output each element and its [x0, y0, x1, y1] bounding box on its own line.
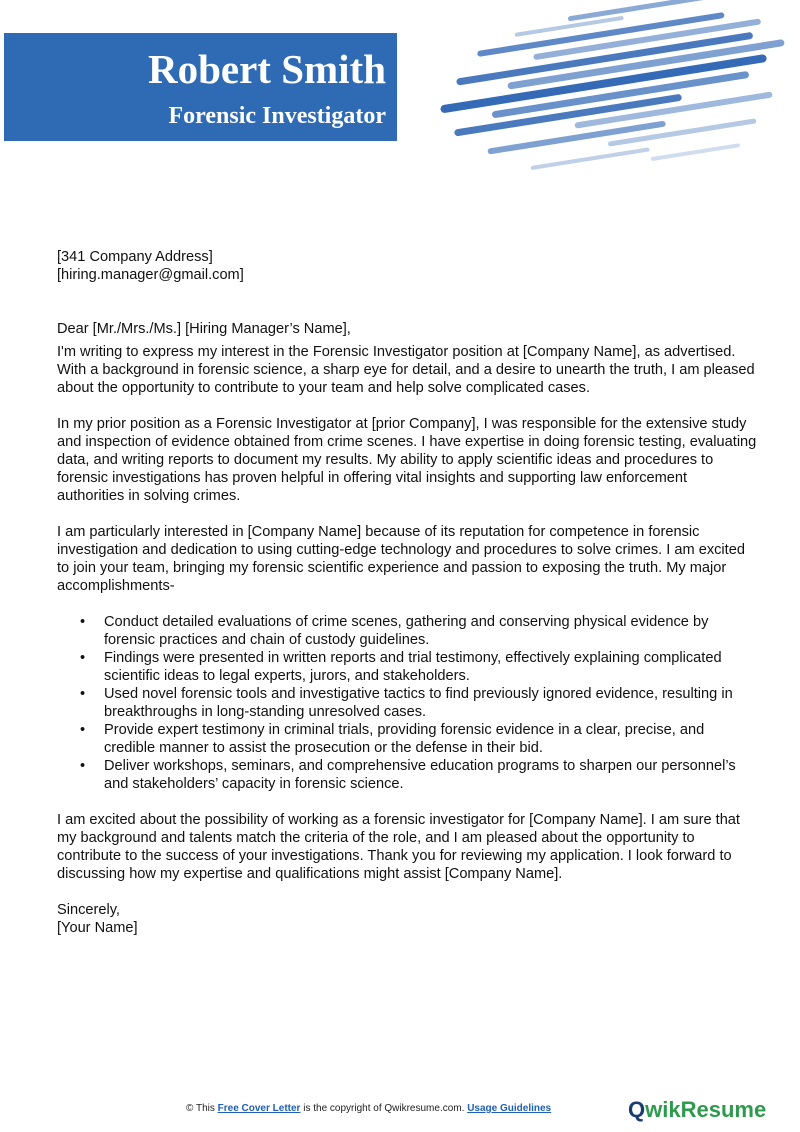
letter-body	[57, 248, 757, 937]
free-cover-letter-link[interactable]: Free Cover Letter	[217, 1103, 301, 1114]
list-item	[57, 721, 757, 757]
list-item-text: Provide expert testimony in criminal trials, providing forensic evidence in a clear, precise, and credible manner to assist the prosecution or the defense in their bid.	[104, 722, 705, 756]
salutation: Dear [Mr./Mrs./Ms.] [Hiring Manager’s Name],	[57, 321, 351, 337]
bullet-icon: •	[80, 722, 86, 738]
sign-off-block	[57, 901, 757, 937]
copyright-notice	[186, 1103, 551, 1115]
signature: [Your Name]	[57, 920, 138, 936]
copyright-middle: is the copyright of Qwikresume.com.	[300, 1103, 468, 1114]
intro-paragraph: I'm writing to express my interest in the Forensic Investigator position at [Company Name], as advertised. With a background in forensic science, a sharp eye for detail, and a desire to unearth the truth, I am pleased about the opportunity to contribute to your team and help solve complicated cases.	[57, 344, 755, 396]
list-item	[57, 685, 757, 721]
bullet-icon: •	[80, 650, 86, 666]
bullet-icon: •	[80, 614, 86, 630]
logo-q: Q	[628, 1097, 646, 1122]
accomplishments-list	[57, 613, 757, 793]
email-line: [hiring.manager@gmail.com]	[57, 267, 244, 283]
usage-guidelines-link[interactable]: Usage Guidelines	[467, 1103, 552, 1114]
recipient-address	[57, 248, 757, 284]
job-title: Forensic Investigator	[168, 103, 386, 129]
list-item-text: Deliver workshops, seminars, and comprehensive education programs to sharpen our personnel’s and stakeholders’ capacity in forensic science.	[104, 758, 736, 792]
list-item	[57, 613, 757, 649]
experience-paragraph: In my prior position as a Forensic Investigator at [prior Company], I was responsible for the extensive study and inspection of evidence obtained from crime scenes. I have expertise in doing forensic testing, evaluating data, and writing reports to document my results. My ability to apply scientific ideas and procedures to forensic investigations has proven helpful in offering vital insights and supporting law enforcement authorities in solving crimes.	[57, 416, 757, 504]
address-line: [341 Company Address]	[57, 249, 213, 265]
qwikresume-logo	[628, 1096, 766, 1124]
list-item-text: Used novel forensic tools and investigative tactics to find previously ignored evidence, resulting in breakthroughs in long-standing unresolved cases.	[104, 686, 733, 720]
copyright-prefix: © This	[186, 1103, 218, 1114]
candidate-name: Robert Smith	[147, 46, 386, 92]
list-item	[57, 649, 757, 685]
sign-off: Sincerely,	[57, 902, 120, 918]
bullet-icon: •	[80, 758, 86, 774]
bullet-icon: •	[80, 686, 86, 702]
header-banner	[4, 33, 397, 141]
logo-text: wikResume	[645, 1097, 767, 1122]
list-item-text: Conduct detailed evaluations of crime scenes, gathering and conserving physical evidence by forensic practices and chain of custody guidelines.	[104, 614, 709, 648]
list-item	[57, 757, 757, 793]
list-item-text: Findings were presented in written reports and trial testimony, effectively explaining complicated scientific ideas to legal experts, jurors, and stakeholders.	[104, 650, 722, 684]
interest-paragraph: I am particularly interested in [Company Name] because of its reputation for competence in forensic investigation and dedication to using cutting-edge technology and procedures to solve crimes. I am excited to join your team, bringing my forensic scientific experience and passion to exposing the truth. My major accomplishments-	[57, 524, 745, 594]
closing-paragraph: I am excited about the possibility of working as a forensic investigator for [Company Name]. I am sure that my background and talents match the criteria of the role, and I am pleased about the opportunity to contribute to the success of your investigations. Thank you for reviewing my application. I look forward to discussing how my expertise and qualifications might assist [Company Name].	[57, 812, 740, 882]
footer	[0, 1096, 800, 1126]
decorative-stripes	[430, 0, 800, 185]
